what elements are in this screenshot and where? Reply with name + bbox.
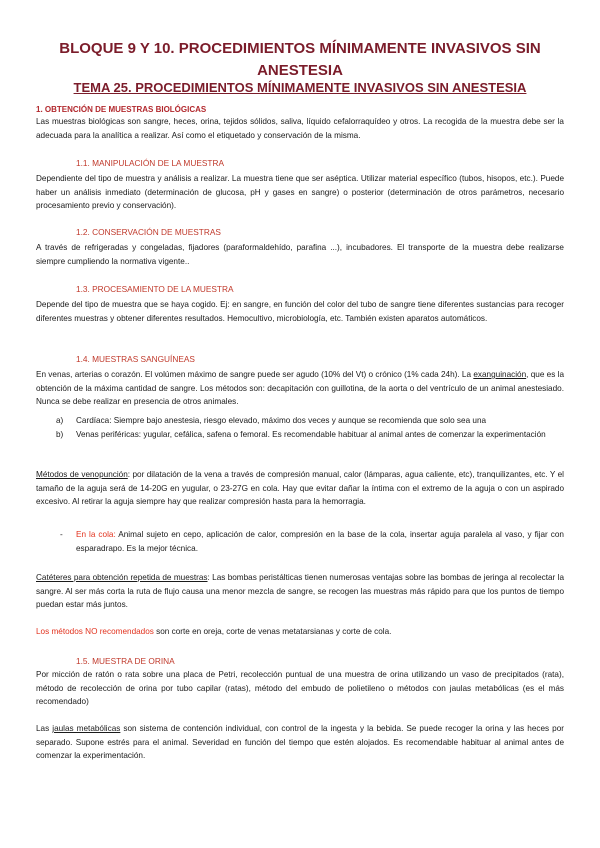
section-heading-1: 1. OBTENCIÓN DE MUESTRAS BIOLÓGICAS — [36, 105, 207, 114]
section-heading-1-3: 1.3. PROCESAMIENTO DE LA MUESTRA — [76, 284, 234, 294]
cola-text: Animal sujeto en cepo, aplicación de calor, compresión en la base de la cola, insertar aguja paralela al vaso, y fijar con esparadrapo. Es la mejor técnica. — [76, 530, 564, 553]
venopuncion-text: : por dilatación de la vena a través de compresión manual, calor (lámparas, agua caliente, etc), tranquilizantes, etc. Y el tamaño de la aguja será de 14-20G en yugular, o 23-27G en cola. Hay que evitar dañar la íntima con el extremo de la aguja o con un aspirado excesivo. Al retirar la aguja siempre hay que realizar compresión hasta para la hemorragia. — [36, 470, 564, 506]
section-1-5-paragraph: Por micción de ratón o rata sobre una placa de Petri, recolección puntual de una muestra de orina utilizando un vaso de precipitados (rata), método de recolección de orina por tubo capilar (ratas), método del embudo de polietileno o métodos con jaulas metabólicas (es el más recomendado) — [36, 670, 564, 706]
section-1-3-paragraph: Depende del tipo de muestra que se haya cogido. Ej: en sangre, en función del color del tubo de sangre tiene diferentes sustancias para recoger diferentes muestras y obtener diferentes resultados. Hemocultivo, microbiología, etc. También existen aparatos automáticos. — [36, 300, 564, 323]
list-item-cola — [76, 528, 564, 555]
list-marker-dash: - — [60, 530, 63, 539]
venopuncion-term: Métodos de venopunción — [36, 470, 128, 479]
list-marker-a: a) — [56, 416, 64, 425]
document-title — [40, 38, 560, 82]
section-1-paragraph: Las muestras biológicas son sangre, heces, orina, tejidos sólidos, saliva, líquido cefalorraquídeo y otros. La recogida de la muestra debe ser la adecuada para la analítica a realizar. Así como el etiquetado y conservación de la misma. — [36, 117, 564, 140]
list-item-cardiaca: Cardíaca: Siempre bajo anestesia, riesgo elevado, máximo dos veces y aunque se recomienda que solo sea una — [76, 416, 487, 425]
intro-text-b: , que es la obtención de la máxima cantidad de sangre. Los métodos son: decapitación con guillotina, de la aorta o del ventrículo de un animal anestesiado. Nunca se debe realizar en presencia de otros animales. — [36, 370, 564, 406]
topic-title: TEMA 25. PROCEDIMIENTOS MÍNIMAMENTE INVASIVOS SIN ANESTESIA — [73, 80, 527, 95]
document-title-line2: ANESTESIA — [257, 62, 343, 79]
section-1-2-paragraph: A través de refrigeradas y congeladas, fijadores (paraformaldehído, parafina ...), incubadores. El transporte de la muestra debe realizarse siempre cumpliendo la normativa vigente.. — [36, 243, 564, 266]
document-title-line1: BLOQUE 9 Y 10. PROCEDIMIENTOS MÍNIMAMENTE INVASIVOS SIN — [59, 40, 541, 57]
list-item-venas: Venas periféricas: yugular, cefálica, safena o femoral. Es recomendable habituar al animal antes de comenzar la experimentación — [76, 430, 546, 439]
jaulas-term: jaulas metabólicas — [52, 724, 121, 733]
venopuncion-paragraph — [36, 468, 564, 509]
list-marker-b: b) — [56, 430, 64, 439]
no-recomendados-text: son corte en oreja, corte de venas metatarsianas y corte de cola. — [153, 627, 392, 636]
jaulas-pre: Las — [36, 724, 53, 733]
intro-text-a: En venas, arterias o corazón. El volúmen máximo de sangre puede ser agudo (10% del Vt) o crónico (1% cada 24h). La — [36, 370, 472, 379]
section-1-4-intro — [36, 368, 564, 409]
jaulas-text: son sistema de contención individual, con control de la ingesta y la bebida. Se puede recoger la orina y las heces por separado. Supone estrés para el animal. Severidad en función del tiempo que estén alojados. Es recomendable habituar al animal antes de comenzar la experimentación. — [36, 724, 565, 760]
section-heading-1-5: 1.5. MUESTRA DE ORINA — [76, 656, 175, 666]
section-heading-1-2: 1.2. CONSERVACIÓN DE MUESTRAS — [76, 227, 221, 237]
no-recomendados-paragraph — [36, 625, 564, 639]
section-1-1-paragraph: Dependiente del tipo de muestra y análisis a realizar. La muestra tiene que ser aséptica. Utilizar material específico (tubos, hisopos, etc.). Puede haber un análisis inmediato (determinación de glucosa, pH y gases en sangre) o posterior (determinación de otros parámetros, necesario procesamiento previo y conservación). — [36, 174, 564, 210]
cola-label: En la cola: — [76, 530, 116, 539]
cateteres-term: Catéteres para obtención repetida de muestras — [36, 573, 208, 582]
no-recomendados-label: Los métodos NO recomendados — [36, 627, 154, 636]
exanguinacion-term: exanguinación — [473, 370, 527, 379]
section-heading-1-4: 1.4. MUESTRAS SANGUÍNEAS — [76, 354, 195, 364]
cateteres-text: : Las bombas peristálticas tienen numerosas ventajas sobre las bombas de jeringa al recolectar la sangre. Al ser más corta la ruta de flujo causa una menor mezcla de sangre, se recogen las muestras más rápido para que los puntos de tiempo puedan estar más juntos. — [36, 573, 564, 609]
jaulas-paragraph — [36, 722, 564, 763]
cateteres-paragraph — [36, 571, 564, 612]
section-heading-1-1: 1.1. MANIPULACIÓN DE LA MUESTRA — [76, 158, 224, 168]
